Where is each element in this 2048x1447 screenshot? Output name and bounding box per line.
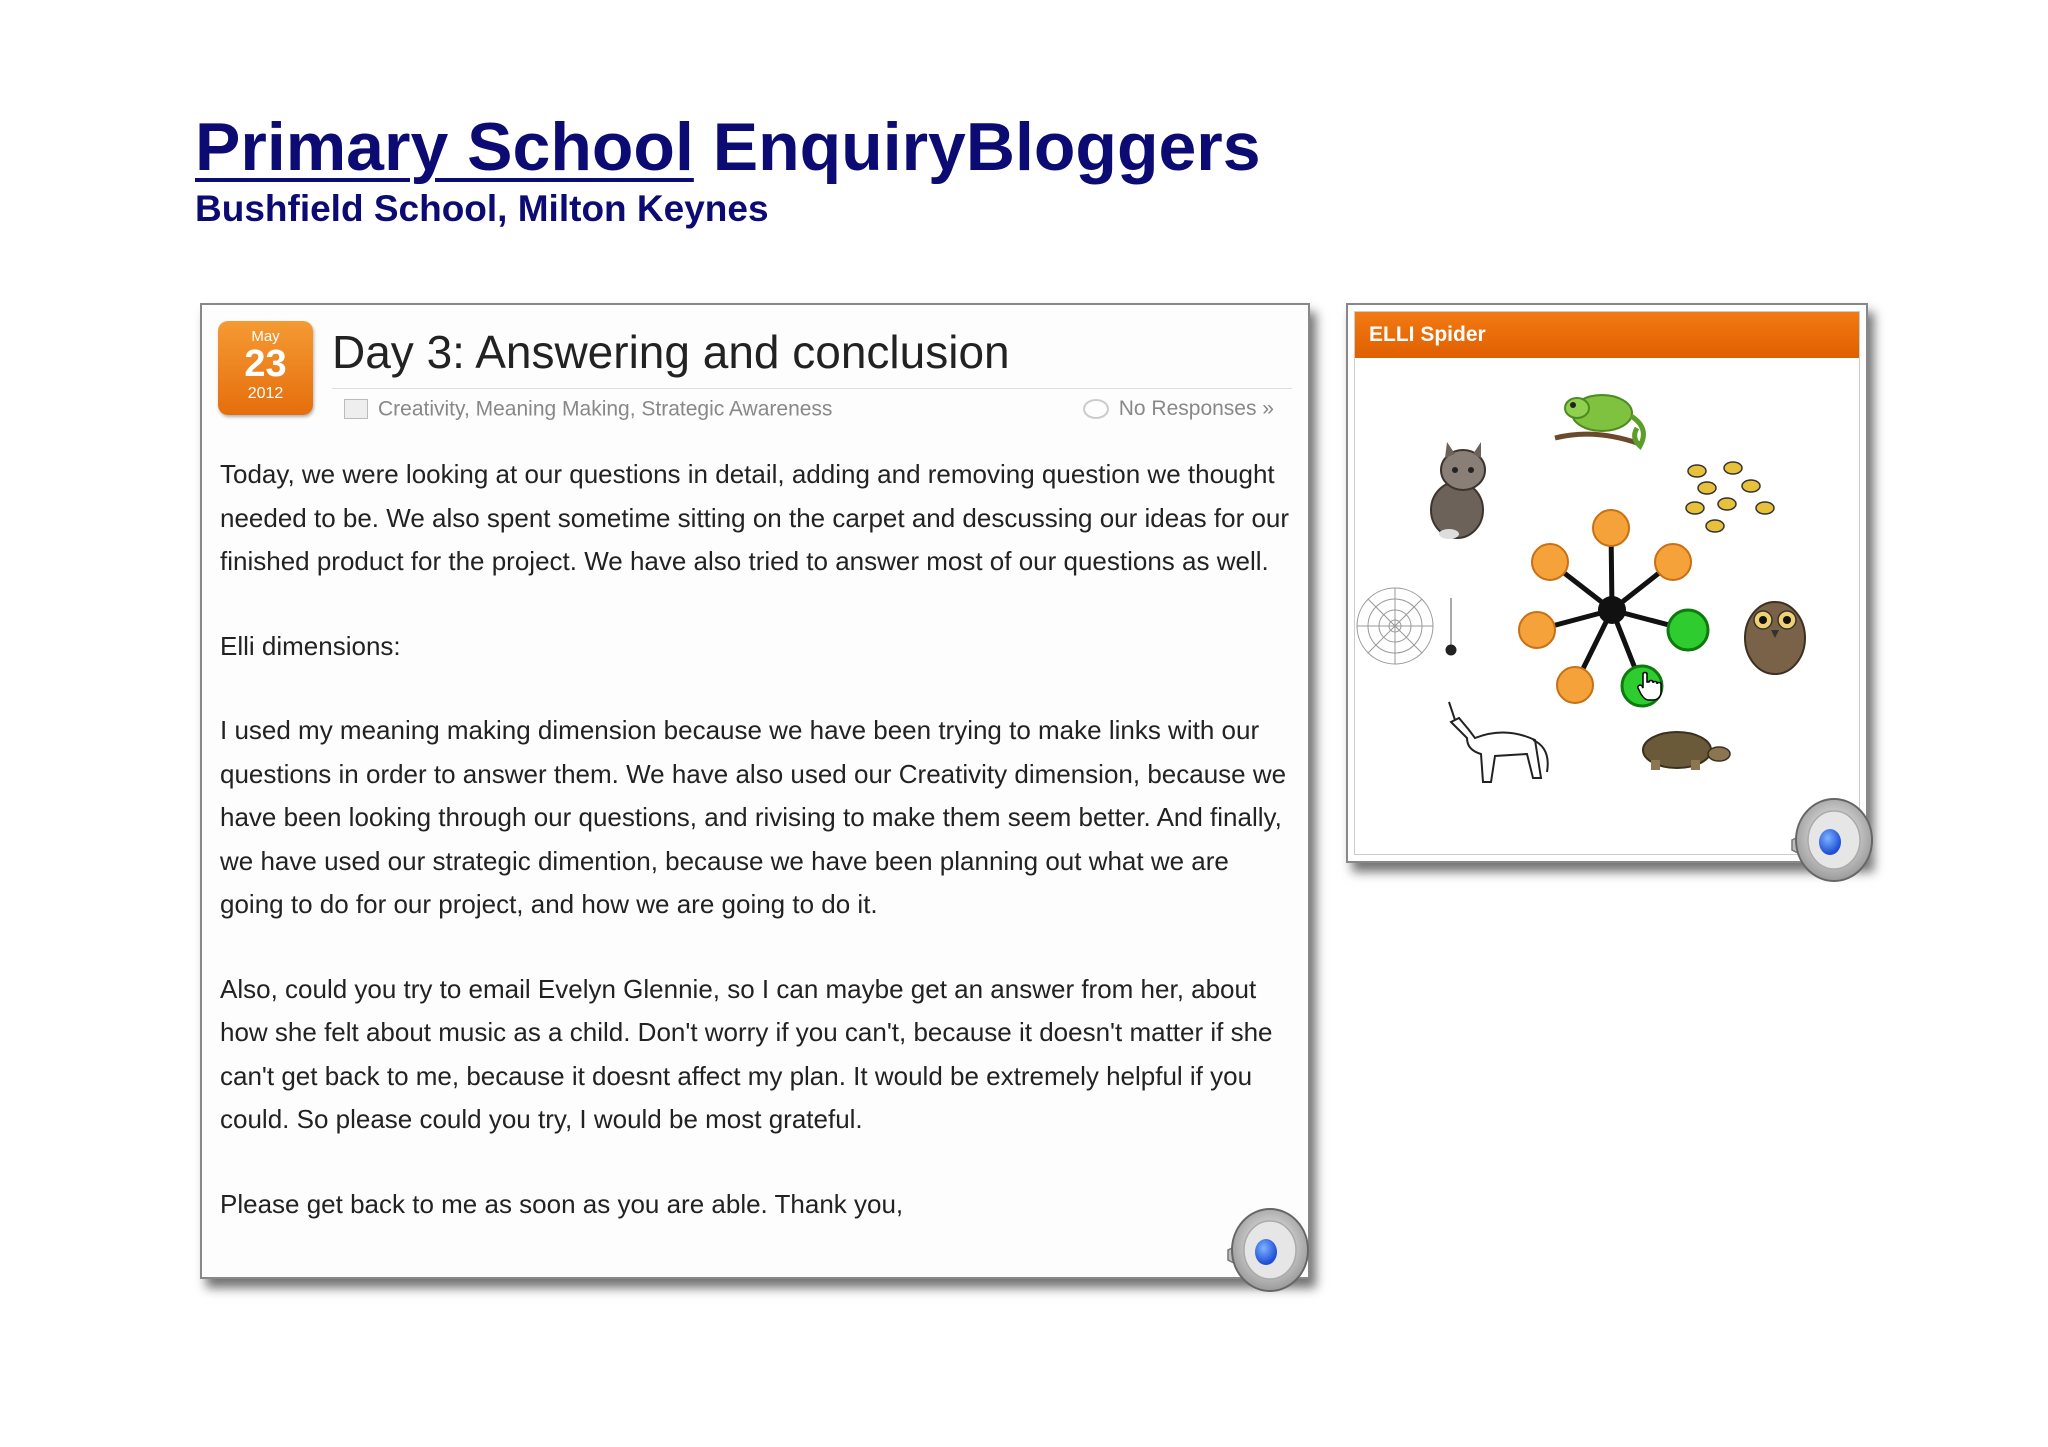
post-paragraph: Also, could you try to email Evelyn Glennie, so I can maybe get an answer from her, about how she felt about music as a child. Don't worry if you can't, because it doesn't matter if she can't get back to me, because it doesnt affect my plan. It would be extremely helpful if you could. So please could you try, I would be most grateful.	[220, 973, 1273, 1134]
folder-icon	[344, 399, 368, 419]
post-categories[interactable]: Creativity, Meaning Making, Strategic Awareness	[378, 397, 833, 421]
slide-title	[195, 108, 1261, 186]
elli-spider-chart[interactable]	[1355, 358, 1863, 858]
post-title[interactable]: Day 3: Answering and conclusion	[332, 326, 1010, 378]
post-meta	[344, 397, 1284, 427]
post-body	[220, 453, 1295, 1267]
post-paragraph: Today, we were looking at our questions in detail, adding and removing question we thought needed to be. We also spent sometime sitting on the carpet and descussing our ideas for our finished product for the project. We have also tried to answer most of our questions as well.	[220, 459, 1290, 576]
node-unicorn[interactable]	[1557, 667, 1593, 703]
tortoise-icon	[1643, 732, 1730, 770]
node-chameleon[interactable]	[1593, 510, 1629, 546]
date-day: 23	[244, 343, 287, 385]
responses-label: No Responses »	[1118, 397, 1274, 420]
elli-spider-widget	[1354, 311, 1860, 855]
date-badge	[218, 321, 313, 415]
node-owl[interactable]	[1668, 610, 1708, 650]
speaker-icon[interactable]	[1782, 788, 1878, 884]
slide-subtitle: Bushfield School, Milton Keynes	[195, 188, 769, 229]
node-bees[interactable]	[1655, 544, 1691, 580]
slide-title-rest: EnquiryBloggers	[693, 109, 1261, 185]
elli-header: ELLI Spider	[1355, 312, 1859, 358]
spider-body	[1598, 596, 1626, 624]
bees-icon	[1686, 462, 1774, 532]
comment-bubble-icon	[1083, 399, 1109, 419]
post-paragraph: Please get back to me as soon as you are able. Thank you,	[220, 1188, 904, 1219]
primary-school-link[interactable]: Primary School	[195, 109, 694, 185]
elli-spider-panel	[1346, 303, 1868, 863]
unicorn-icon	[1449, 702, 1548, 782]
node-spider[interactable]	[1519, 612, 1555, 648]
blog-post-panel	[200, 303, 1310, 1279]
post-paragraph: Elli dimensions:	[220, 630, 401, 661]
date-year: 2012	[247, 385, 284, 402]
responses-link[interactable]	[1083, 397, 1274, 421]
meta-divider	[332, 388, 1292, 389]
spider-web-icon	[1357, 588, 1456, 664]
owl-icon	[1745, 602, 1805, 674]
date-month: May	[251, 328, 280, 345]
chameleon-icon	[1555, 395, 1643, 446]
speaker-icon[interactable]	[1218, 1198, 1314, 1294]
cat-icon	[1431, 442, 1485, 539]
node-cat[interactable]	[1532, 544, 1568, 580]
post-paragraph: I used my meaning making dimension because we have been trying to make links with our questions in order to answer them. We have also used our Creativity dimension, because we have been looking through our questions, and rivising to make them seem better. And finally, we have used our strategic dimention, because we have been planning out what we are going to do for our project, and how we are going to do it.	[220, 715, 1287, 919]
